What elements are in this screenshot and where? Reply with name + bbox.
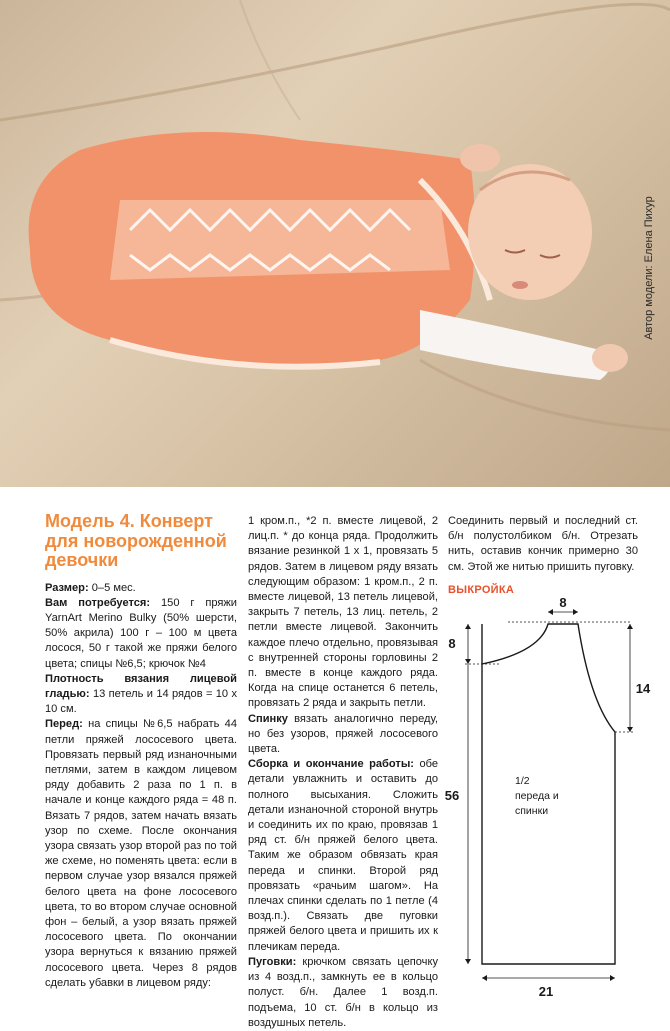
photo-credit: Автор модели: Елена Пихур: [643, 196, 655, 340]
label-line1: переда и: [515, 790, 559, 802]
baby-sleeping-bag-photo: [0, 0, 670, 487]
baby-photo: [0, 0, 670, 487]
dim-top: 8: [559, 595, 567, 610]
dim-left-top: 8: [448, 636, 456, 651]
size-value: 0–5 мес.: [88, 581, 136, 594]
gauge-value: 13 петель и 14 рядов = 10 х 10 см.: [45, 687, 237, 716]
column-2: [248, 514, 438, 1031]
column-1: [45, 512, 237, 991]
size-label: Размер:: [45, 581, 89, 594]
buttons-paragraph: [248, 955, 438, 1031]
dim-bottom: 21: [538, 984, 554, 999]
materials-value: 150 г пряжи YarnArt Merino Bulky (50% шерсти, 50% акрила) 100 г – 100 м цвета лосося, 50 г такой же пряжи белого цвета; спицы №6,5; крючок №4: [45, 596, 237, 670]
assembly-paragraph: [248, 757, 438, 955]
buttons-label: Пуговки:: [248, 955, 297, 968]
dim-left: 56: [444, 788, 460, 803]
pattern-title: ВЫКРОЙКА: [448, 584, 515, 596]
assembly-label: Сборка и окончание работы:: [248, 758, 414, 771]
buttons-continued: Соединить первый и последний ст. б/н полустолбиком б/н. Отрезать нить, оставив кончик примерно 30 см. Этой же нитью пришить пуговку.: [448, 515, 638, 573]
front-label: Перед:: [45, 718, 83, 731]
front-value: на спицы №6,5 набрать 44 петли пряжей лососевого цвета. Провязать первый ряд изнаночными петлями, затем в каждом лицевом ряду добавить 2 раза по 1 п. в начале и конце каждого ряда = 48 п. Вязать 7 рядов, затем начать вязать узор по схеме. После окончания узора связать узор второй раз по той же схеме, но поменять цвета: если в первом случае узор вязался пряжей белого цвета на фоне лососевого цвета, то во втором случае основной фон – белый, а узор вязать пряжей лососевого цвета. По окончании узора вернуться к вязанию пряжей лососевого цвета. Через 8 рядов сделать убавки в лицевом ряду:: [45, 718, 237, 989]
materials-label: Вам потребуется:: [45, 596, 151, 609]
article-title: Модель 4. Конверт для новорожденной девочки: [45, 511, 227, 570]
size-paragraph: [45, 581, 237, 596]
assembly-value: обе детали увлажнить и оставить до полного высыхания. Сложить детали изнаночной стороной внутрь и соединить их по краю, провязав 1 ряд ст. б/н пряжей белого цвета. Таким же образом обвязать края переда и спинки. Второй ряд провязать «рачьим шагом». На плечах спинки сделать по 1 петле (4 возд.п.). Связать две пуговки пряжей белого цвета и пришить их к плечикам переда.: [248, 758, 439, 953]
materials-paragraph: [45, 596, 237, 672]
label-fraction: 1/2: [515, 775, 530, 787]
gauge-paragraph: [45, 672, 237, 718]
back-label: Спинку: [248, 712, 288, 725]
column-3: [448, 514, 638, 575]
back-value: вязать аналогично переду, но без узоров, пряжей лососевого цвета.: [248, 712, 438, 756]
pattern-diagram: [440, 592, 670, 1002]
buttons-value: крючком связать цепочку из 4 возд.п., замкнуть ее в кольцо полуст. б/н. Далее 1 возд.п. подъема, 10 ст. б/н в кольцо из воздушных петель.: [248, 955, 438, 1029]
dim-right: 14: [635, 681, 651, 696]
front-paragraph: [45, 717, 237, 991]
front-continued: 1 кром.п., *2 п. вместе лицевой, 2 лиц.п. * до конца ряда. Продолжить вязание резинкой 1 х 1, провязать 5 рядов. Затем в лицевом ряду вязать следующим образом: 1 кром.п., 2 п. вместе лицевой, 13 петель лицевой, закрыть 7 петель, 13 лиц. петель, 2 петли вместе лицевой. Закончить каждое плечо отдельно, провязывая с внутренней стороны горловины 2 п. вместе в конце каждого ряда. Когда на спице останется 6 петель, провязать 2 ряда и закрыть петли.: [248, 515, 438, 710]
back-paragraph: [248, 712, 438, 758]
label-line2: спинки: [515, 805, 549, 817]
gauge-label: Плотность вязания лицевой гладью:: [45, 672, 237, 700]
